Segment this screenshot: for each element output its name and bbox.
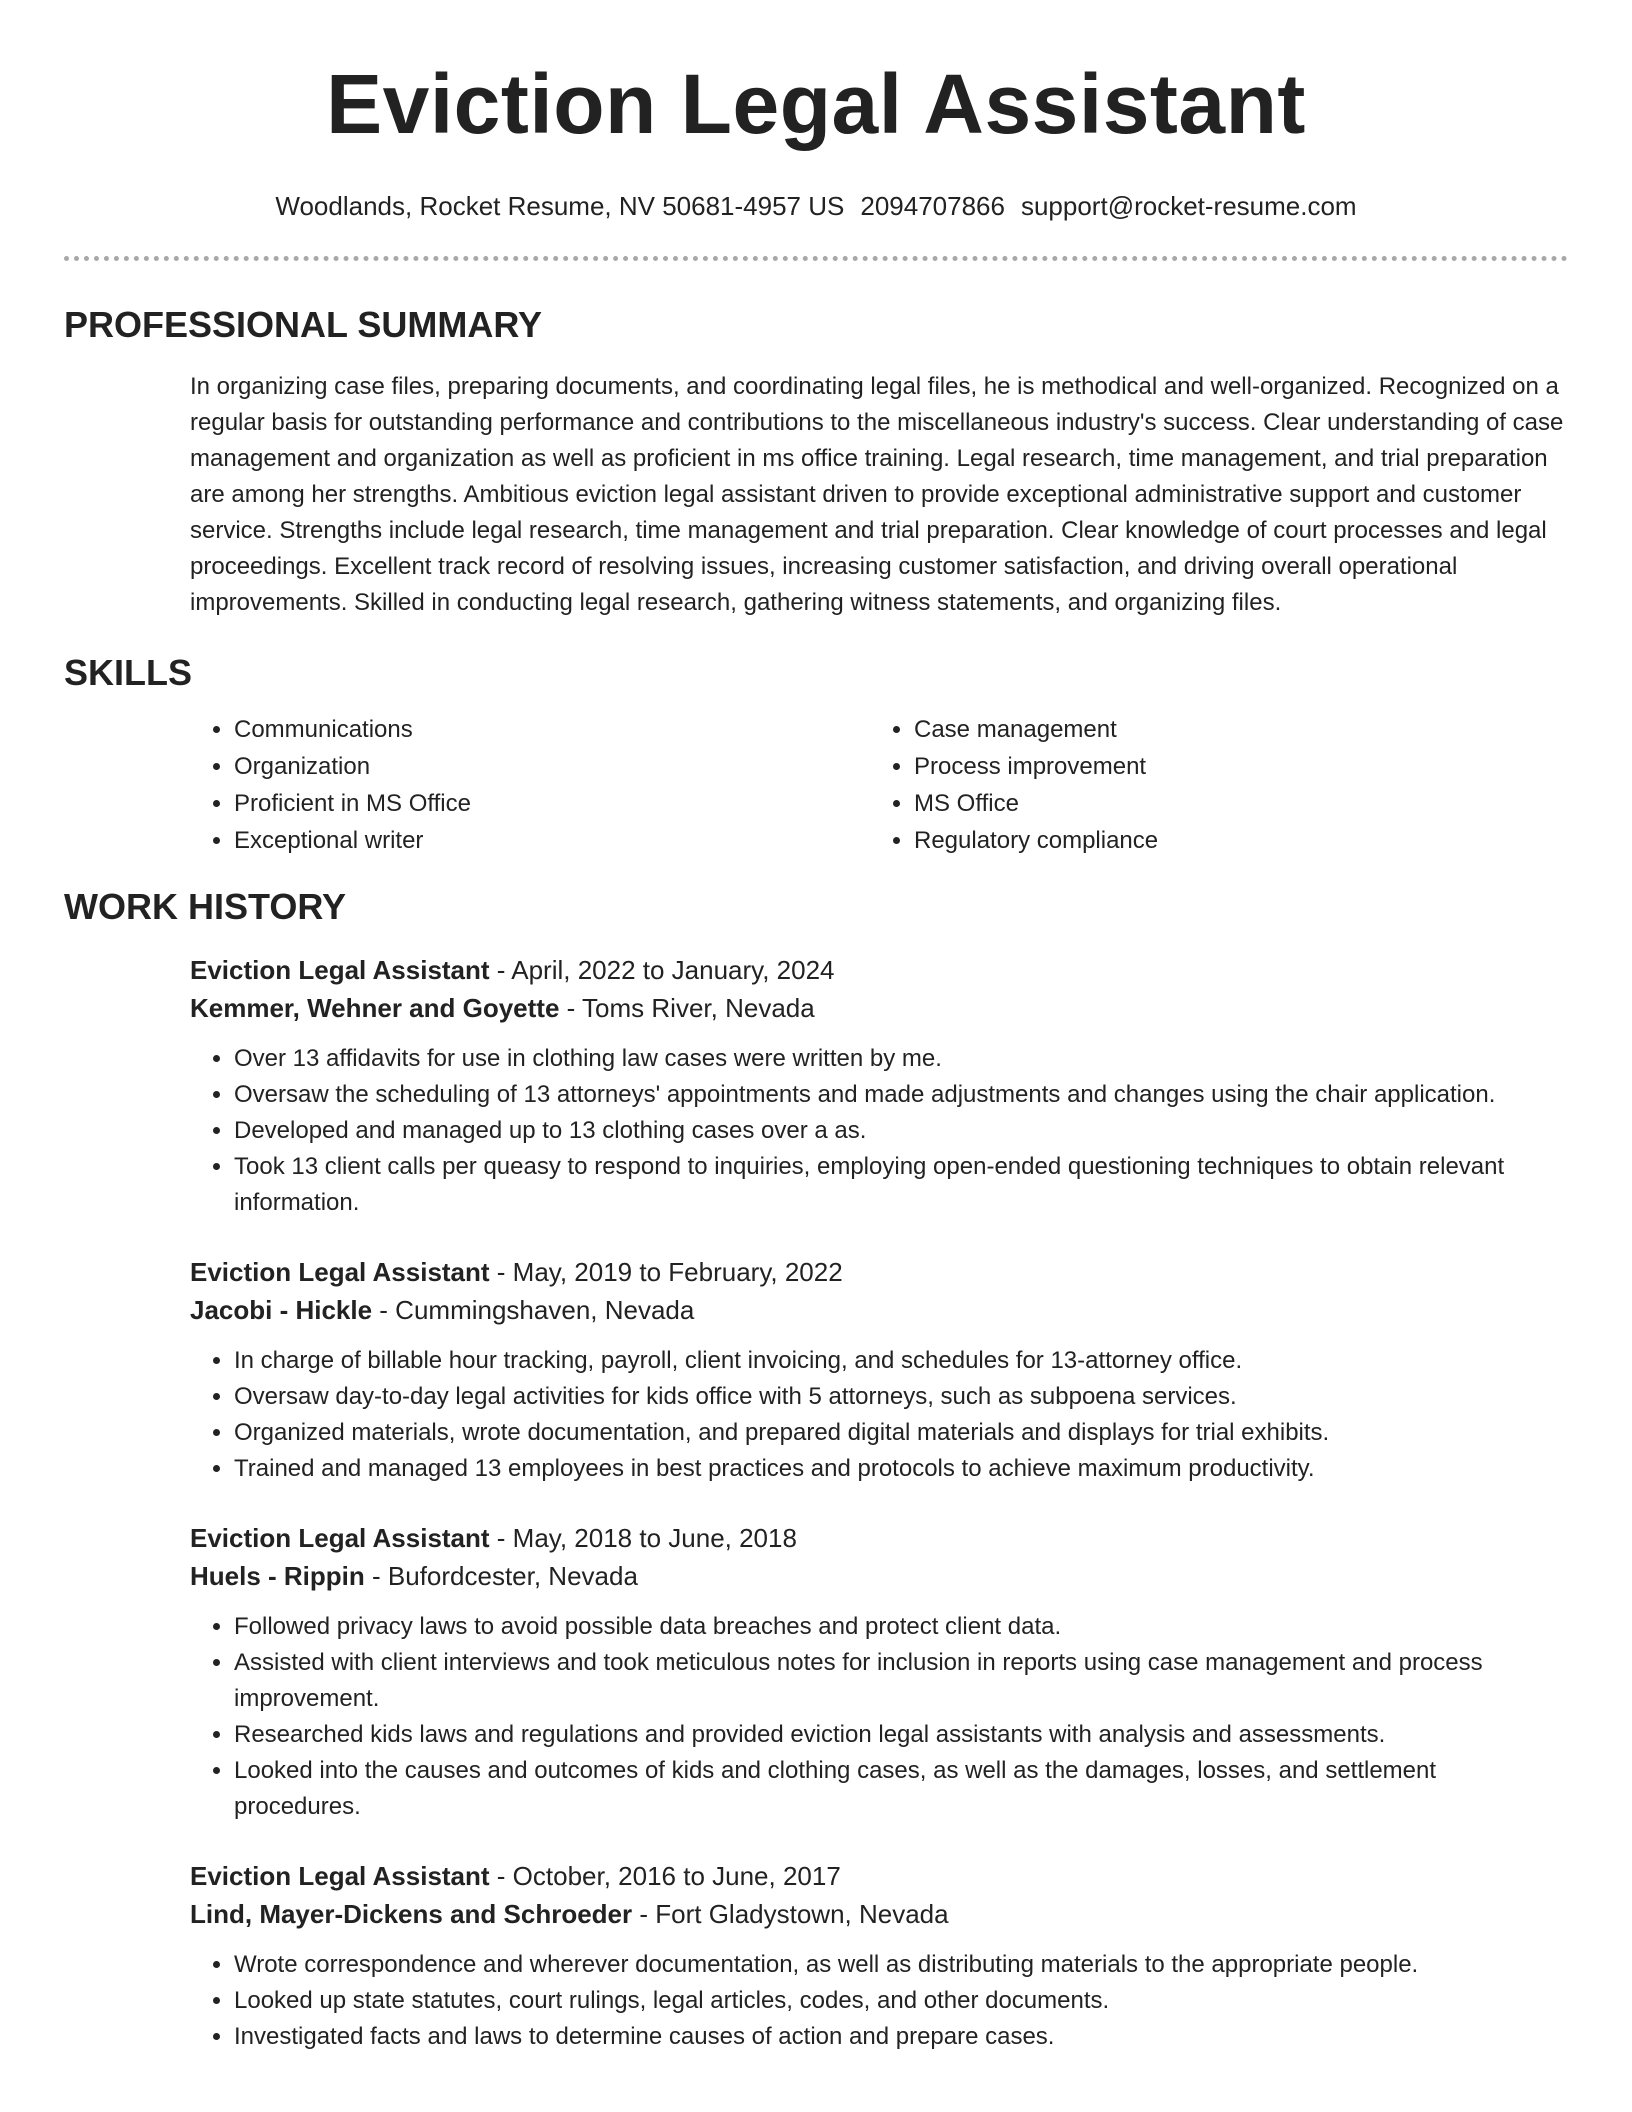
job-company-line bbox=[190, 1895, 1568, 1933]
job-bullet: • Over 13 affidavits for use in clothing law cases were written by me. bbox=[234, 1041, 1568, 1077]
job-entry bbox=[190, 951, 1568, 1221]
job-bullet: • Followed privacy laws to avoid possible data breaches and protect client data. bbox=[234, 1609, 1568, 1645]
summary-text: In organizing case files, preparing documents, and coordinating legal files, he is methodical and well-organized. Recognized on a regular basis for outstanding performance and contributions to the miscellaneous industry's success. Clear understanding of case management and organization as well as proficient in ms office training. Legal research, time management, and trial preparation are among her strengths. Ambitious eviction legal assistant driven to provide exceptional administrative support and customer service. Strengths include legal research, time management and trial preparation. Clear knowledge of court processes and legal proceedings. Excellent track record of resolving issues, increasing customer satisfaction, and driving overall operational improvements. Skilled in conducting legal research, gathering witness statements, and organizing files. bbox=[190, 373, 1564, 616]
contact-line bbox=[64, 190, 1568, 222]
job-bullet: • Looked up state statutes, court rulings, legal articles, codes, and other documents. bbox=[234, 1983, 1568, 2019]
job-entry bbox=[190, 1857, 1568, 2055]
job-bullet: • Oversaw day-to-day legal activities for kids office with 5 attorneys, such as subpoena services. bbox=[234, 1379, 1568, 1415]
job-entry bbox=[190, 1253, 1568, 1487]
header-divider bbox=[64, 256, 1568, 261]
job-location: - Toms River, Nevada bbox=[559, 993, 815, 1023]
job-title-line bbox=[190, 1519, 1568, 1557]
job-bullet: • Organized materials, wrote documentation, and prepared digital materials and displays for trial exhibits. bbox=[234, 1415, 1568, 1451]
job-bullet: • Developed and managed up to 13 clothing cases over a as. bbox=[234, 1113, 1568, 1149]
job-bullets bbox=[190, 1947, 1568, 2055]
skill-item: • Process improvement bbox=[914, 748, 1550, 785]
job-bullet: • Took 13 client calls per queasy to respond to inquiries, employing open-ended questioning techniques to obtain relevant information. bbox=[234, 1149, 1568, 1221]
skill-item: • Communications bbox=[234, 711, 870, 748]
skill-item: • Exceptional writer bbox=[234, 822, 870, 859]
job-bullet: • Looked into the causes and outcomes of kids and clothing cases, as well as the damages, losses, and settlement procedures. bbox=[234, 1753, 1568, 1825]
skill-item: • Regulatory compliance bbox=[914, 822, 1550, 859]
job-title-line bbox=[190, 1253, 1568, 1291]
job-location: - Fort Gladystown, Nevada bbox=[632, 1899, 949, 1929]
job-bullet: • Wrote correspondence and wherever documentation, as well as distributing materials to the appropriate people. bbox=[234, 1947, 1568, 1983]
job-role: Eviction Legal Assistant bbox=[190, 1257, 490, 1287]
skill-item: • Organization bbox=[234, 748, 870, 785]
skills-list bbox=[190, 711, 1568, 859]
job-bullet: • Assisted with client interviews and took meticulous notes for inclusion in reports using case management and process improvement. bbox=[234, 1645, 1568, 1717]
job-bullets bbox=[190, 1041, 1568, 1221]
job-bullets bbox=[190, 1609, 1568, 1825]
resume-title: Eviction Legal Assistant bbox=[326, 57, 1306, 151]
skills-heading: SKILLS bbox=[64, 652, 193, 693]
job-company: Kemmer, Wehner and Goyette bbox=[190, 993, 560, 1023]
skill-item: • Proficient in MS Office bbox=[234, 785, 870, 822]
job-dates: - October, 2016 to June, 2017 bbox=[489, 1861, 841, 1891]
job-company: Jacobi - Hickle bbox=[190, 1295, 373, 1325]
resume-page bbox=[64, 0, 1568, 2055]
job-dates: - April, 2022 to January, 2024 bbox=[489, 955, 835, 985]
job-company: Huels - Rippin bbox=[190, 1561, 365, 1591]
job-bullet: • Researched kids laws and regulations and provided eviction legal assistants with analysis and assessments. bbox=[234, 1717, 1568, 1753]
job-title-line bbox=[190, 951, 1568, 989]
work-history-heading: WORK HISTORY bbox=[64, 886, 347, 927]
skills-column-left bbox=[190, 711, 870, 859]
skill-item: • Case management bbox=[914, 711, 1550, 748]
job-title-line bbox=[190, 1857, 1568, 1895]
skills-column-right bbox=[870, 711, 1550, 859]
job-company-line bbox=[190, 1291, 1568, 1329]
job-dates: - May, 2019 to February, 2022 bbox=[489, 1257, 843, 1287]
job-role: Eviction Legal Assistant bbox=[190, 1861, 490, 1891]
summary-heading: PROFESSIONAL SUMMARY bbox=[64, 304, 543, 345]
job-company-line bbox=[190, 1557, 1568, 1595]
job-location: - Cummingshaven, Nevada bbox=[372, 1295, 695, 1325]
job-bullet: • Investigated facts and laws to determine causes of action and prepare cases. bbox=[234, 2019, 1568, 2055]
job-role: Eviction Legal Assistant bbox=[190, 1523, 490, 1553]
skill-item: • MS Office bbox=[914, 785, 1550, 822]
job-bullet: • In charge of billable hour tracking, payroll, client invoicing, and schedules for 13-attorney office. bbox=[234, 1343, 1568, 1379]
job-location: - Bufordcester, Nevada bbox=[364, 1561, 638, 1591]
contact-phone: 2094707866 bbox=[860, 191, 1005, 221]
job-company-line bbox=[190, 989, 1568, 1027]
job-bullet: • Oversaw the scheduling of 13 attorneys' appointments and made adjustments and changes using the chair application. bbox=[234, 1077, 1568, 1113]
job-dates: - May, 2018 to June, 2018 bbox=[489, 1523, 797, 1553]
job-bullet: • Trained and managed 13 employees in best practices and protocols to achieve maximum productivity. bbox=[234, 1451, 1568, 1487]
job-bullets bbox=[190, 1343, 1568, 1487]
job-role: Eviction Legal Assistant bbox=[190, 955, 490, 985]
job-company: Lind, Mayer-Dickens and Schroeder bbox=[190, 1899, 633, 1929]
contact-address: Woodlands, Rocket Resume, NV 50681-4957 US bbox=[275, 191, 845, 221]
contact-email: support@rocket-resume.com bbox=[1020, 191, 1357, 221]
job-entry bbox=[190, 1519, 1568, 1825]
